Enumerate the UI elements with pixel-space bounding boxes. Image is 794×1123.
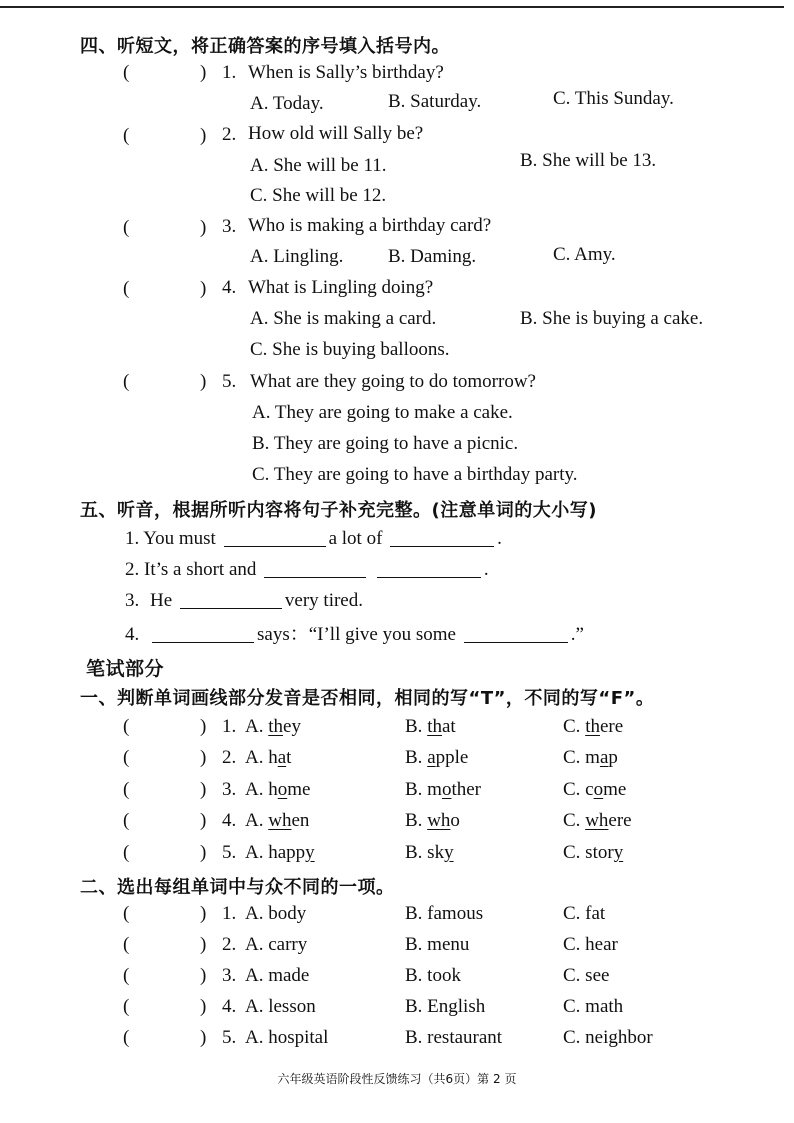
section4-title: 四、听短文，将正确答案的序号填入括号内。 xyxy=(80,36,450,57)
fill-sentence-4 xyxy=(125,619,584,646)
word-option-a xyxy=(245,779,310,801)
question-number: 3. xyxy=(222,779,237,800)
underlined-sound: y xyxy=(305,842,315,863)
word-prefix: A. h xyxy=(245,779,278,800)
answer-paren-open[interactable]: ( xyxy=(123,62,130,83)
word-prefix: B. sk xyxy=(405,842,445,863)
word-option-a: A. body xyxy=(245,903,307,924)
question-text: Who is making a birthday card? xyxy=(248,215,492,236)
top-rule xyxy=(0,6,784,8)
option-a: A. Today. xyxy=(250,93,324,114)
sentence-text: . xyxy=(483,559,489,580)
underlined-sound: wh xyxy=(585,810,609,831)
option-a: A. They are going to make a cake. xyxy=(252,402,513,423)
answer-paren-open[interactable]: ( xyxy=(123,965,130,986)
option-b: B. She is buying a cake. xyxy=(520,308,704,329)
fill-sentence-1 xyxy=(125,526,502,550)
question-number: 2. xyxy=(222,124,237,145)
option-c: C. She will be 12. xyxy=(250,185,387,206)
option-a: A. Lingling. xyxy=(250,246,344,267)
word-option-a: A. carry xyxy=(245,934,308,955)
word-option-b xyxy=(405,747,468,769)
question-number: 5. xyxy=(222,371,237,392)
answer-paren-open[interactable]: ( xyxy=(123,747,130,768)
option-c: C. This Sunday. xyxy=(553,88,674,109)
word-option-a: A. hospital xyxy=(245,1027,329,1048)
answer-paren-close: ) xyxy=(200,747,207,768)
item-number: 4. xyxy=(125,624,140,645)
question-number: 3. xyxy=(222,965,237,986)
word-prefix: A. h xyxy=(245,747,278,768)
word-prefix: A. xyxy=(245,716,269,737)
word-prefix: B. xyxy=(405,747,428,768)
sentence-text: very tired. xyxy=(284,590,363,611)
option-b: B. They are going to have a picnic. xyxy=(252,433,519,454)
question-text: How old will Sally be? xyxy=(248,123,424,144)
word-option-a xyxy=(245,716,301,738)
word-suffix: ere xyxy=(608,810,632,831)
word-option-b xyxy=(405,779,481,801)
underlined-sound: th xyxy=(585,716,600,737)
underlined-sound: o xyxy=(441,779,452,800)
word-option-c xyxy=(563,842,623,864)
underlined-sound: th xyxy=(427,716,442,737)
item-number: 2. xyxy=(125,559,140,580)
underlined-sound: o xyxy=(277,779,288,800)
question-number: 1. xyxy=(222,903,237,924)
word-prefix: B. xyxy=(405,810,428,831)
question-text: What is Lingling doing? xyxy=(248,277,434,298)
sentence-text: He xyxy=(150,590,173,611)
word-option-c: C. hear xyxy=(563,934,618,955)
question-number: 2. xyxy=(222,934,237,955)
answer-paren-open[interactable]: ( xyxy=(123,779,130,800)
word-option-b xyxy=(405,716,456,738)
question-text: When is Sally’s birthday? xyxy=(248,62,444,83)
fill-sentence-3 xyxy=(125,588,363,612)
answer-paren-close: ) xyxy=(200,371,207,392)
section5-title: 五、听音，根据所听内容将句子补充完整。(注意单词的大小写) xyxy=(80,500,597,521)
answer-paren-close: ) xyxy=(200,278,207,299)
underlined-sound: wh xyxy=(268,810,292,831)
answer-paren-open[interactable]: ( xyxy=(123,996,130,1017)
underlined-sound: a xyxy=(427,747,436,768)
option-b: B. Daming. xyxy=(388,246,477,267)
blank-field[interactable] xyxy=(464,622,568,643)
page-footer: 六年级英语阶段性反馈练习（共6页）第 2 页 xyxy=(277,1072,517,1086)
word-prefix: B. xyxy=(405,716,428,737)
answer-paren-open[interactable]: ( xyxy=(123,125,130,146)
answer-paren-open[interactable]: ( xyxy=(123,1027,130,1048)
answer-paren-open[interactable]: ( xyxy=(123,934,130,955)
answer-paren-open[interactable]: ( xyxy=(123,716,130,737)
answer-paren-close: ) xyxy=(200,934,207,955)
blank-field[interactable] xyxy=(377,557,481,578)
word-option-b: B. took xyxy=(405,965,461,986)
blank-field[interactable] xyxy=(152,622,254,643)
word-suffix: en xyxy=(291,810,310,831)
item-number: 1. xyxy=(125,528,140,549)
word-prefix: C. xyxy=(563,810,586,831)
word-prefix: C. stor xyxy=(563,842,614,863)
word-option-c xyxy=(563,810,632,832)
option-b: B. She will be 13. xyxy=(520,150,657,171)
word-suffix: t xyxy=(286,747,292,768)
underlined-sound: y xyxy=(444,842,454,863)
sentence-text: a lot of xyxy=(328,528,383,549)
answer-paren-close: ) xyxy=(200,1027,207,1048)
underlined-sound: a xyxy=(277,747,287,768)
word-option-b xyxy=(405,810,460,832)
question-number: 1. xyxy=(222,62,237,83)
option-a: A. She is making a card. xyxy=(250,308,437,329)
question-number: 2. xyxy=(222,747,237,768)
word-option-c: C. fat xyxy=(563,903,606,924)
word-option-c xyxy=(563,747,618,769)
part1-title: 一、判断单词画线部分发音是否相同，相同的写“T”，不同的写“F”。 xyxy=(80,688,655,709)
written-part-title: 笔试部分 xyxy=(86,658,165,680)
word-suffix: ey xyxy=(283,716,301,737)
blank-field[interactable] xyxy=(180,588,282,609)
word-prefix: C. c xyxy=(563,779,594,800)
question-number: 5. xyxy=(222,1027,237,1048)
answer-paren-close: ) xyxy=(200,996,207,1017)
word-option-b xyxy=(405,842,454,864)
answer-paren-open[interactable]: ( xyxy=(123,217,130,238)
sentence-text: You must xyxy=(143,528,216,549)
word-option-c xyxy=(563,716,623,738)
answer-paren-close: ) xyxy=(200,842,207,863)
underlined-sound: wh xyxy=(427,810,451,831)
option-a: A. She will be 11. xyxy=(250,155,387,176)
word-suffix: ther xyxy=(451,779,481,800)
answer-paren-open[interactable]: ( xyxy=(123,371,130,392)
question-number: 1. xyxy=(222,716,237,737)
word-prefix: A. happ xyxy=(245,842,306,863)
word-suffix: ere xyxy=(599,716,624,737)
question-number: 4. xyxy=(222,996,237,1017)
underlined-sound: a xyxy=(599,747,609,768)
underlined-sound: th xyxy=(268,716,284,737)
question-number: 5. xyxy=(222,842,237,863)
answer-paren-open[interactable]: ( xyxy=(123,842,130,863)
answer-paren-close: ) xyxy=(200,716,207,737)
part2-title: 二、选出每组单词中与众不同的一项。 xyxy=(80,877,395,898)
word-option-c: C. see xyxy=(563,965,610,986)
word-prefix: B. m xyxy=(405,779,442,800)
word-option-c xyxy=(563,779,626,801)
sentence-text: .” xyxy=(570,624,584,645)
word-option-a xyxy=(245,747,291,769)
word-prefix: C. m xyxy=(563,747,600,768)
answer-paren-close: ) xyxy=(200,965,207,986)
blank-field[interactable] xyxy=(224,526,326,547)
word-suffix: me xyxy=(287,779,311,800)
sentence-text: says：“I’ll give you some xyxy=(257,624,456,645)
answer-paren-open[interactable]: ( xyxy=(123,903,130,924)
word-option-b: B. restaurant xyxy=(405,1027,503,1048)
word-option-c: C. neighbor xyxy=(563,1027,653,1048)
underlined-sound: y xyxy=(613,842,624,863)
word-suffix: p xyxy=(608,747,618,768)
question-number: 4. xyxy=(222,277,237,298)
word-option-a xyxy=(245,842,315,864)
answer-paren-close: ) xyxy=(200,125,207,146)
word-suffix: pple xyxy=(435,747,469,768)
sentence-text: . xyxy=(497,528,502,549)
word-option-a xyxy=(245,810,309,832)
word-option-a: A. lesson xyxy=(245,996,316,1017)
answer-paren-close: ) xyxy=(200,62,207,83)
fill-sentence-2 xyxy=(125,557,489,581)
option-c: C. Amy. xyxy=(553,244,616,265)
answer-paren-close: ) xyxy=(200,217,207,238)
answer-paren-open[interactable]: ( xyxy=(123,810,130,831)
answer-paren-close: ) xyxy=(200,779,207,800)
word-option-a: A. made xyxy=(245,965,310,986)
question-number: 3. xyxy=(222,216,237,237)
answer-paren-close: ) xyxy=(200,903,207,924)
word-suffix: at xyxy=(441,716,456,737)
underlined-sound: o xyxy=(593,779,604,800)
blank-field[interactable] xyxy=(390,526,494,547)
word-suffix: me xyxy=(603,779,627,800)
answer-paren-close: ) xyxy=(200,810,207,831)
word-prefix: A. xyxy=(245,810,269,831)
question-number: 4. xyxy=(222,810,237,831)
answer-paren-open[interactable]: ( xyxy=(123,278,130,299)
word-suffix: o xyxy=(450,810,460,831)
question-text: What are they going to do tomorrow? xyxy=(250,371,536,392)
word-option-b: B. menu xyxy=(405,934,470,955)
option-b: B. Saturday. xyxy=(388,91,482,112)
option-c: C. She is buying balloons. xyxy=(250,339,450,360)
word-prefix: C. xyxy=(563,716,586,737)
word-option-c: C. math xyxy=(563,996,624,1017)
sentence-text: It’s a short and xyxy=(144,559,257,580)
word-option-b: B. English xyxy=(405,996,486,1017)
option-c: C. They are going to have a birthday party. xyxy=(252,464,578,485)
blank-field[interactable] xyxy=(264,557,366,578)
item-number: 3. xyxy=(125,590,140,611)
word-option-b: B. famous xyxy=(405,903,484,924)
